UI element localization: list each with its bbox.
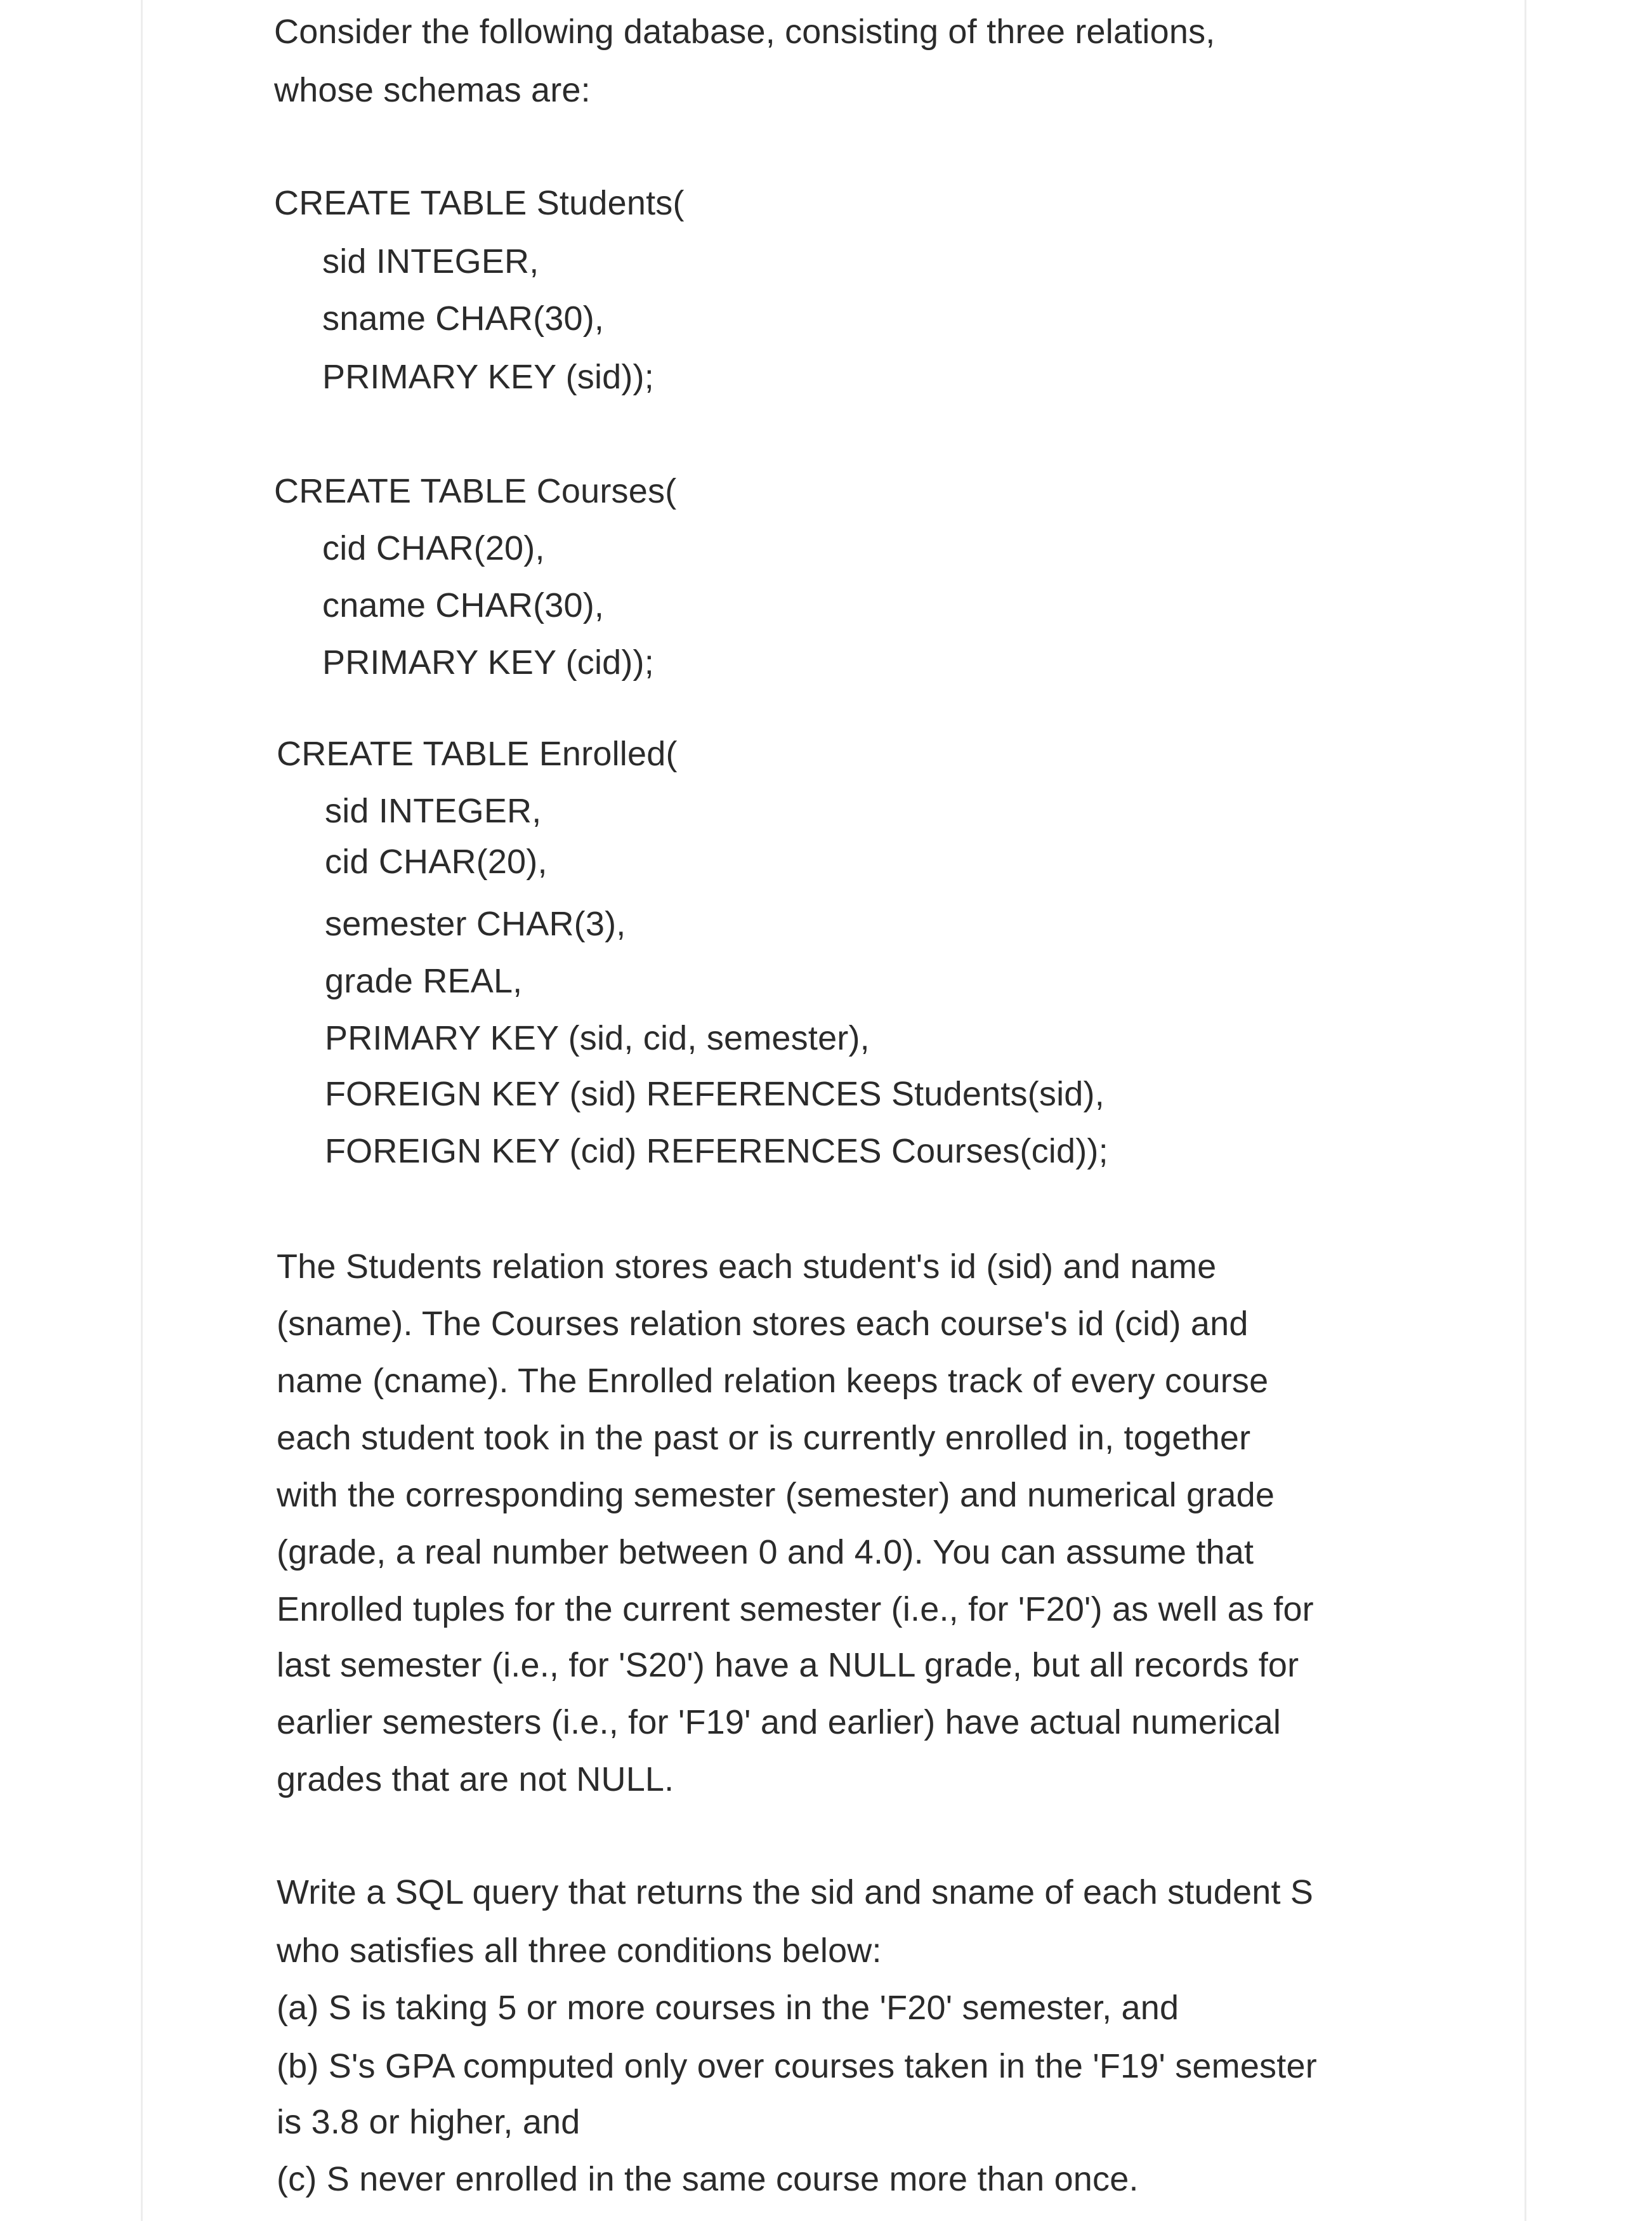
description-line: earlier semesters (i.e., for 'F19' and earlier) have actual numerical	[277, 1703, 1282, 1741]
enrolled-schema-line: FOREIGN KEY (sid) REFERENCES Students(sid),	[325, 1075, 1105, 1113]
question-condition-c: (c) S never enrolled in the same course more than once.	[277, 2160, 1139, 2198]
description-line: (sname). The Courses relation stores each course's id (cid) and	[277, 1305, 1249, 1343]
enrolled-schema-line: FOREIGN KEY (cid) REFERENCES Courses(cid));	[325, 1132, 1108, 1170]
enrolled-schema-line: cid CHAR(20),	[325, 843, 547, 881]
description-line: Enrolled tuples for the current semester (i.e., for 'F20') as well as for	[277, 1590, 1314, 1628]
question-condition-b: (b) S's GPA computed only over courses taken in the 'F19' semester	[277, 2047, 1317, 2085]
enrolled-schema-line: grade REAL,	[325, 962, 523, 1000]
question-line: Write a SQL query that returns the sid and sname of each student S	[277, 1873, 1314, 1911]
question-condition-a: (a) S is taking 5 or more courses in the 'F20' semester, and	[277, 1989, 1179, 2027]
question-condition-b-cont: is 3.8 or higher, and	[277, 2103, 580, 2141]
description-line: last semester (i.e., for 'S20') have a NULL grade, but all records for	[277, 1646, 1299, 1684]
enrolled-schema-line: semester CHAR(3),	[325, 905, 626, 943]
intro-line: whose schemas are:	[274, 71, 591, 109]
intro-line: Consider the following database, consisting of three relations,	[274, 13, 1216, 51]
students-schema-line: PRIMARY KEY (sid));	[322, 358, 654, 396]
description-line: each student took in the past or is currently enrolled in, together	[277, 1419, 1251, 1457]
courses-schema-line: cname CHAR(30),	[322, 586, 605, 624]
question-line: who satisfies all three conditions below:	[277, 1932, 882, 1970]
description-line: The Students relation stores each student's id (sid) and name	[277, 1248, 1217, 1286]
students-schema-line: sname CHAR(30),	[322, 300, 605, 338]
courses-schema-header: CREATE TABLE Courses(	[274, 472, 677, 510]
description-line: with the corresponding semester (semester) and numerical grade	[277, 1476, 1275, 1514]
description-line: name (cname). The Enrolled relation keeps track of every course	[277, 1362, 1269, 1400]
description-line: (grade, a real number between 0 and 4.0). You can assume that	[277, 1533, 1254, 1571]
students-schema-header: CREATE TABLE Students(	[274, 184, 685, 222]
enrolled-schema-header: CREATE TABLE Enrolled(	[277, 735, 678, 773]
courses-schema-line: PRIMARY KEY (cid));	[322, 643, 654, 682]
description-line: grades that are not NULL.	[277, 1760, 674, 1798]
enrolled-schema-line: sid INTEGER,	[325, 792, 542, 830]
students-schema-line: sid INTEGER,	[322, 242, 539, 280]
courses-schema-line: cid CHAR(20),	[322, 529, 545, 567]
enrolled-schema-line: PRIMARY KEY (sid, cid, semester),	[325, 1019, 870, 1057]
